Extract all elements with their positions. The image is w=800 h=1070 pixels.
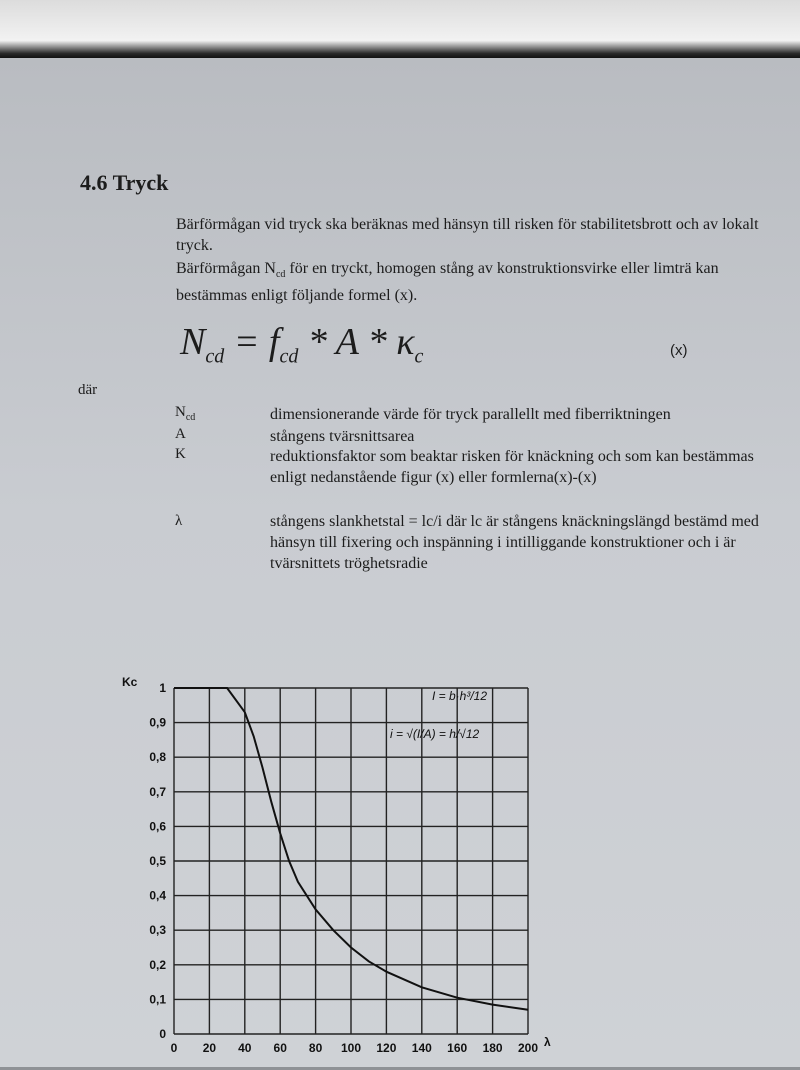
formula-n-sub: cd [205, 345, 225, 368]
chart-y-tick-label: 0,8 [149, 750, 166, 765]
chart-annotation-radius: i = √(I/A) = h/√12 [390, 727, 480, 741]
chart-x-tick-label: 0 [170, 1041, 178, 1055]
screen-top-frame [0, 0, 800, 58]
formula-n: N [180, 321, 206, 363]
chart-x-tick-label: 140 [411, 1041, 432, 1055]
formula-k-sub: c [414, 345, 424, 368]
definition-text-ncd: dimensionerande värde för tryck parallellt med fiberriktningen [270, 406, 671, 423]
chart-x-tick-label: 100 [340, 1041, 362, 1055]
chart-y-tick-label: 0,2 [149, 957, 166, 972]
chart-x-tick-label: 20 [202, 1041, 217, 1055]
chart-x-tick-label: 180 [482, 1041, 503, 1055]
chart-y-tick-label: 0,9 [149, 715, 166, 730]
formula [180, 320, 423, 369]
definition-symbol-k: K [175, 446, 186, 462]
chart-x-tick-label: 40 [238, 1041, 252, 1055]
chart-y-tick-label: 0,4 [149, 888, 166, 903]
chart-y-tick-label: 0,6 [149, 819, 166, 834]
formula-f-sub: cd [279, 345, 299, 368]
paragraph-subscript: cd [275, 269, 286, 281]
chart-y-ticks [149, 681, 166, 1041]
chart-y-tick-label: 1 [159, 681, 166, 695]
chart-y-tick-label: 0,5 [149, 854, 166, 868]
chart-y-tick-label: 0 [159, 1027, 166, 1041]
section-heading: 4.6 Tryck [80, 170, 169, 195]
chart-x-tick-label: 60 [273, 1041, 287, 1055]
chart-y-tick-label: 0,7 [149, 784, 166, 799]
dar-label: där [78, 382, 98, 398]
formula-f: f [268, 321, 280, 363]
document-page [0, 58, 800, 1067]
chart-x-tick-label: 120 [376, 1041, 397, 1055]
intro-paragraph: Bärförmågan vid tryck ska beräknas med hänsyn till risken för stabilitetsbrott och av lokalt tryck. [176, 216, 759, 254]
definition-text-lambda: stångens slankhetstal = lc/i där lc är stångens knäckningslängd bestämd med hänsyn till fixering och inspänning i intilliggande konstruktioner och i är tvärsnittets tröghetsradie [270, 513, 759, 572]
definition-text-k: reduktionsfaktor som beaktar risken för knäckning och som kan bestämmas enligt nedanstående figur (x) eller formlerna(x)-(x) [270, 448, 754, 486]
buckling-chart [110, 670, 580, 1070]
chart-y-tick-label: 0,1 [149, 992, 166, 1007]
chart-x-tick-label: 80 [308, 1041, 323, 1055]
definition-symbol-lambda: λ [175, 513, 183, 529]
formula-rest: * A * κ [298, 321, 415, 363]
definition-symbol-a: A [175, 426, 186, 442]
chart-y-label: Kc [122, 675, 138, 689]
formula-eq: = [224, 321, 269, 363]
chart-annotation-inertia: I = b·h³/12 [432, 689, 488, 703]
chart-y-tick-label: 0,3 [149, 923, 166, 938]
paragraph-prefix: Bärförmågan N [176, 260, 276, 277]
chart-x-label: λ [544, 1035, 551, 1049]
chart-x-tick-label: 200 [517, 1041, 539, 1055]
definition-text-a: stångens tvärsnittsarea [270, 428, 415, 445]
definition-symbol-ncd: $N_{cd}$ [175, 404, 196, 423]
formula-number: (x) [670, 342, 688, 359]
chart-x-ticks [171, 1041, 539, 1055]
paragraph-suffix: för en tryckt, homogen stång av konstruktionsvirke eller limträ kan bestämmas enligt följande formel (x). [176, 260, 719, 305]
chart-x-tick-label: 160 [447, 1041, 468, 1055]
formula-intro-paragraph [176, 258, 776, 306]
